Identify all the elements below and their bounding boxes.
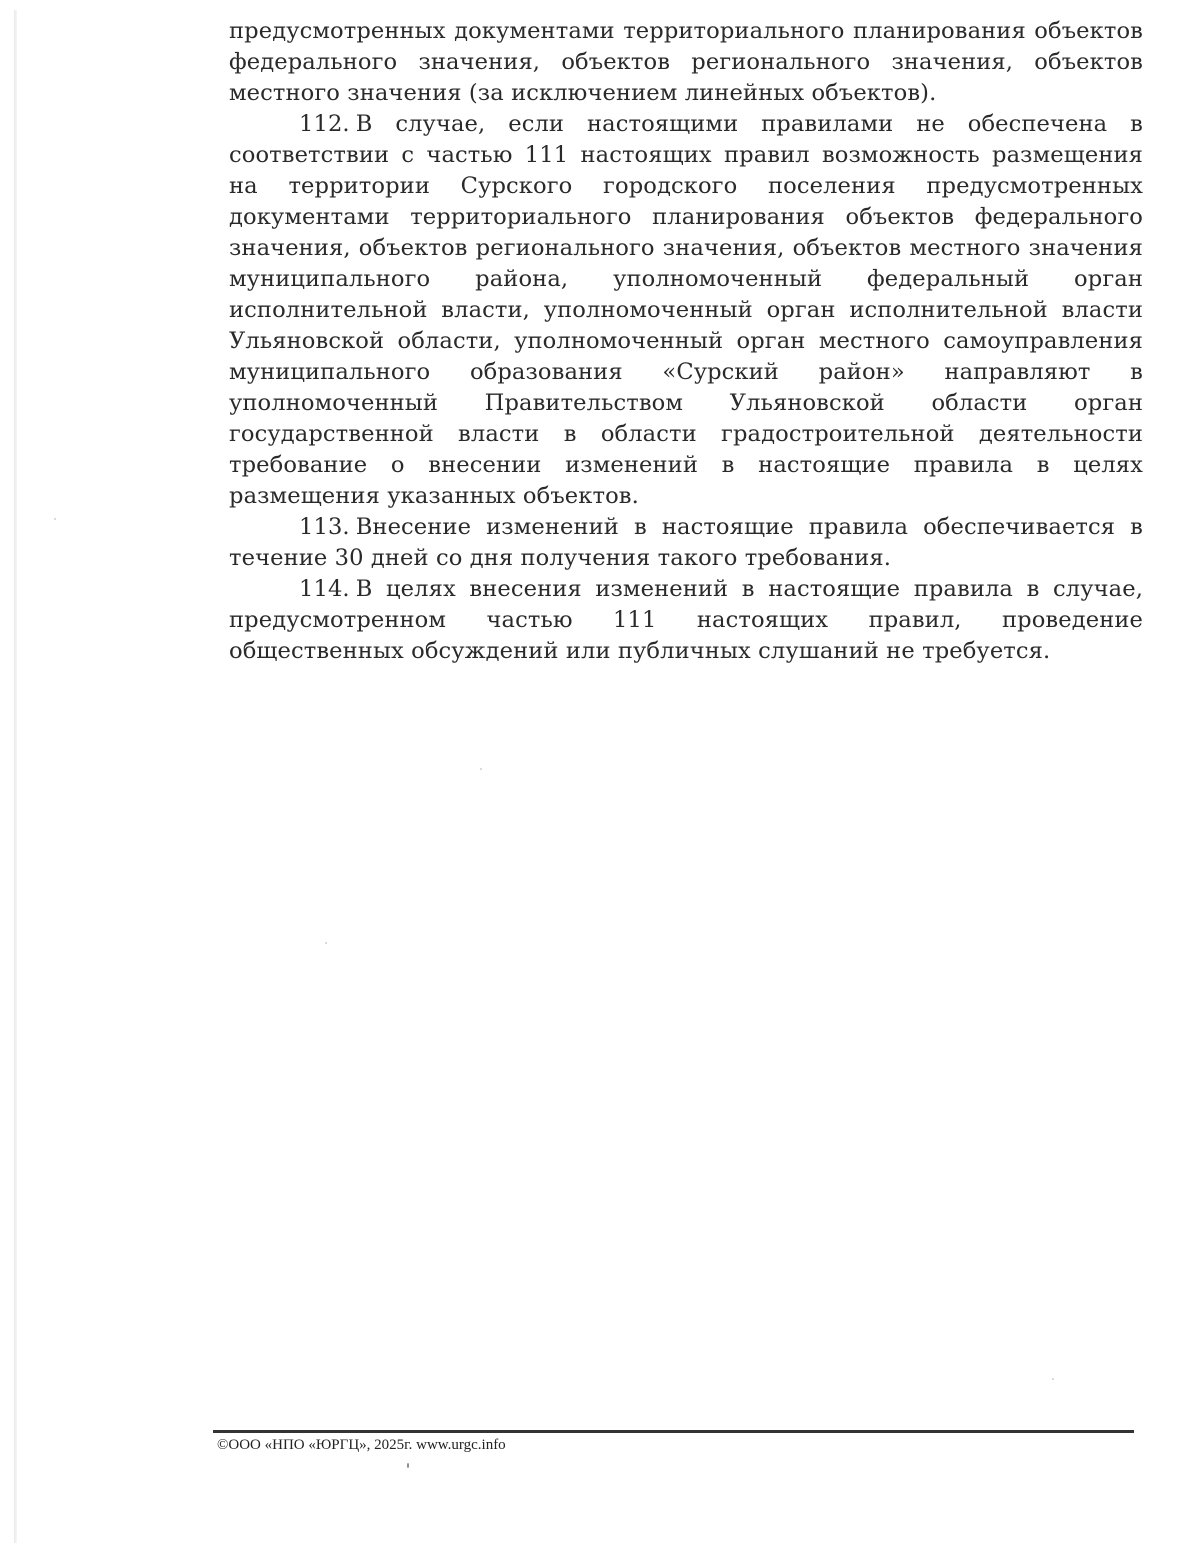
paragraph-continuation: [229, 16, 1143, 109]
paragraph-number: 114.: [299, 576, 350, 602]
scan-speck: [480, 768, 482, 770]
paragraph-text: Внесение изменений в настоящие правила обеспечивается в течение 30 дней со дня получения такого требования.: [229, 514, 1143, 571]
paragraph-number: 112.: [299, 111, 350, 137]
footer-divider: [213, 1430, 1134, 1433]
paragraph-114: [229, 574, 1143, 667]
scan-speck: [1052, 1378, 1054, 1380]
scan-speck: [54, 518, 56, 520]
scan-speck: [407, 1463, 409, 1468]
paragraph-113: [229, 512, 1143, 574]
scan-edge: [14, 10, 17, 1543]
paragraph-112: [229, 109, 1143, 512]
scan-speck: [325, 942, 327, 944]
paragraph-text: В случае, если настоящими правилами не обеспечена в соответствии с частью 111 настоящих правил возможность размещения на территории Сурского городского поселения предусмотренных документами территориального планирования объектов федерального значения, объектов регионального значения, объектов местного значения муниципального района, уполномоченный федеральный орган исполнительной власти, уполномоченный орган исполнительной власти Ульяновской области, уполномоченный орган местного самоуправления муниципального образования «Сурский район» направляют в уполномоченный Правительством Ульяновской области орган государственной власти в области градостроительной деятельности требование о внесении изменений в настоящие правила в целях размещения указанных объектов.: [229, 111, 1143, 509]
paragraph-text: предусмотренных документами территориального планирования объектов федерального значения, объектов регионального значения, объектов местного значения (за исключением линейных объектов).: [229, 18, 1143, 106]
paragraph-number: 113.: [299, 514, 350, 540]
document-body: [229, 16, 1143, 667]
paragraph-text: В целях внесения изменений в настоящие правила в случае, предусмотренном частью 111 настоящих правил, проведение общественных обсуждений или публичных слушаний не требуется.: [229, 576, 1143, 664]
footer-copyright: ©ООО «НПО «ЮРГЦ», 2025г. www.urgc.info: [217, 1437, 506, 1453]
